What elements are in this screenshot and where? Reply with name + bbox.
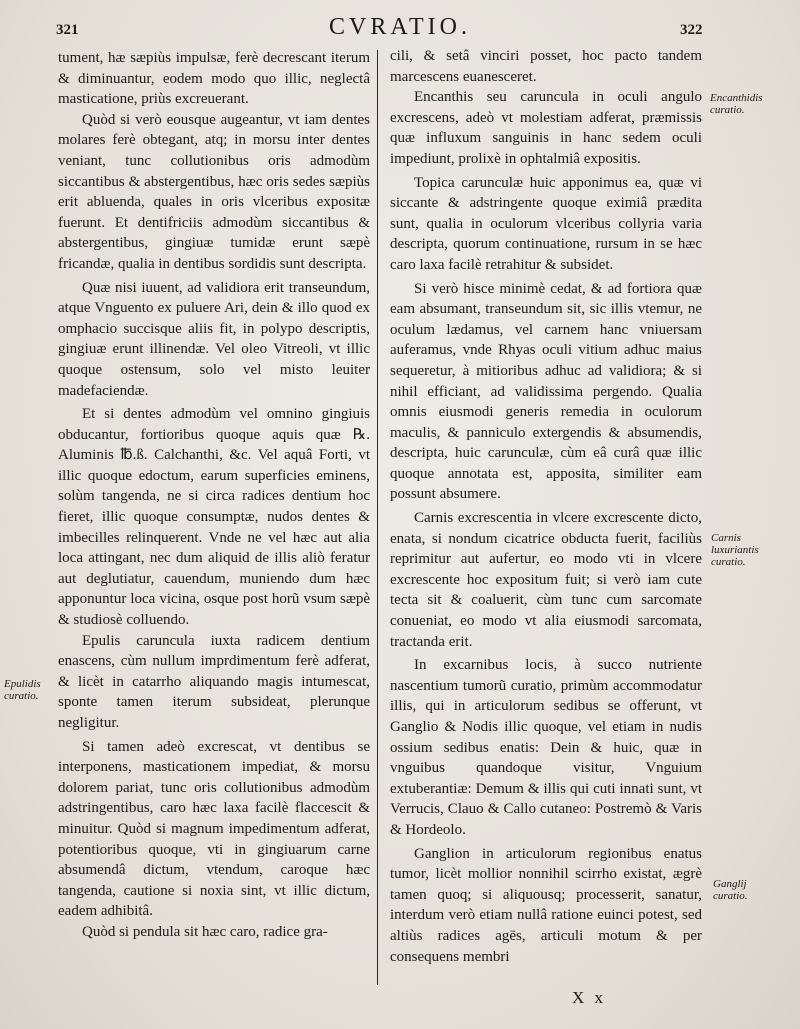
column-rule [377,50,378,985]
paragraph: Epulis caruncula iuxta radicem dentium enascens, cùm nullum imprdimentum ferè adferat, & licèt in catarrho aliquando magis intumescat, sponte tamen iterum subsideat, plerunque negligitur. [58,632,370,731]
paragraph: Encanthis seu caruncula in oculi angulo excrescens, adeò vt molestiam adferat, præmissis quæ influxum sanguinis in hanc sedem oculi impediunt, prolixè in ophtalmiâ expositis. [390,89,702,167]
running-head: CVRATIO. [328,14,471,40]
signature-mark: X x [572,988,607,1007]
paragraph: Si verò hisce minimè cedat, & ad fortiora quæ eam absumant, transeundum sit, sic illis vtemur, ne oculum lædamus, vel carnem hanc vniuersam auferamus, vnde Rhyas oculi vitium adhuc maius sequeretur, à mitioribus adhuc ad validiora; & si nihil efficiant, ad validissima pergendo. Qualia omnis eiusmodi generis remedia in oculorum maculis, & panniculo extergendis & absumendis, descripta, huic carunculæ, cùm eâ curâ quæ illic quoque annotata est, apposita, similiter eam possunt absumere. [390,280,702,503]
left-column [58,48,370,943]
paragraph: tument, hæ sæpiùs impulsæ, ferè decrescant iterum & diminuantur, eodem modo quo illic, neglectâ masticatione, priùs excreuerant. [58,50,370,108]
page-number-right: 322 [680,22,703,38]
page-number-left: 321 [56,22,79,38]
paragraph: Topica carunculæ huic apponimus ea, quæ vi siccante & adstringente quoque eximiâ prædita sunt, qualia in oculorum vlceribus collyria varia descripta, quorum continuatione, rursum in se hæc caro laxa facilè retrahitur & subsidet. [390,174,702,273]
margin-note-encanthis: Encanthidis curatio. [710,92,763,116]
paragraph: Quæ nisi iuuent, ad validiora erit transeundum, atque Vnguento ex puluere Ari, dein & illo quod ex omphacio succisque aliis fit, in polypo descriptis, gingiuæ erunt illinendæ. Vel oleo Vitreoli, vt illic quoque ostensum, solo vel misto leuiter madefaciendæ. [58,279,370,399]
margin-note-carnis: Carnis luxuriantis curatio. [711,532,759,568]
paragraph: Et si dentes admodùm vel omnino gingiuis obducantur, fortioribus quoque aquis quæ ℞. Aluminis ℔.ß. Calchanthi, &c. Vel aquâ Forti, vt illic quoque edoctum, earum superficies eminens, solùm tangenda, ne si circa radices dentium hoc fieret, illic quoque consumptæ, nudos dentes & imbecilles relinquerent. Vnde ne vel hæc aut alia loca attingant, nec dum aliquid de illis aliò feratur aut deglutiatur, cauendum, muniendo dum hæc apponuntur loca vicina, osque post horũ vsum sæpè & studiosè colluendo. [58,406,370,629]
paragraph: Si tamen adeò excrescat, vt dentibus se interponens, masticationem impediat, & morsu dolorem pariat, tunc oris collutionibus admodùm adstringentibus, caro hæc laxa facilè flaccescit & minuitur. Quòd si magnum impedimentum adferat, potentioribus quoque, vti in gingiuarum carne absumendâ dictum, vtendum, caroque hæc tangenda, cautione si noxia sint, vt illic dictum, eadem adhibitâ. [58,738,370,920]
right-column [390,46,702,967]
paragraph: Quòd si verò eousque augeantur, vt iam dentes molares ferè obtegant, atq; in morsu inter dentes veniant, tunc collutionibus oris admodùm siccantibus & abstergentibus, hæc oris sedes sæpiùs erit abluenda, quales in oris vlceribus expositæ fuerunt. Et dentifriciis admodùm siccantibus & abstergentibus, gingiuæ tumidæ erunt sæpè fricandæ, qualia in dentibus sordidis sunt descripta. [58,111,370,272]
margin-note-epulis: Epulidis curatio. [4,678,41,702]
paragraph: cili, & setâ vinciri posset, hoc pacto tandem marcescens euanesceret. [390,48,702,85]
paragraph: Carnis excrescentia in vlcere excrescente dicto, enata, si nondum cicatrice obducta fuerit, faciliùs reprimitur aut aufertur, eo modo vti in vlcere excrescente hoc expositum fuit; si verò iam cute tecta sit & coaluerit, cùm tunc cum sarcomate conueniat, eo modo vt alia eiusmodi sarcomata, tractanda erit. [390,510,702,650]
paragraph: Quòd si pendula sit hæc caro, radice gra- [82,923,328,940]
margin-note-ganglion: Ganglij curatio. [713,878,748,902]
paragraph: In excarnibus locis, à succo nutriente nascentium tumorũ curatio, primùm accommodatur illis, qui in articulorum sedibus se offerunt, vt Ganglio & Nodis illic quoque, vel etiam in nudis ossium sedibus enatis: Dein & huic, quæ in vnguibus quandoque visitur, Vnguium extuberantiæ: Demum & illis qui cuti innati sunt, vt Verrucis, Clauo & Callo cutaneo: Postremò & Varis & Hordeolo. [390,657,702,838]
paragraph: Ganglion in articulorum regionibus enatus tumor, licèt mollior nonnihil scirrho existat, ægrè tamen quoq; si aliquousq; processerit, sanatur, interdum verò etiam nullâ ratione euinci potest, sed altiùs radices agēs, articuli motum & per consequens membri [390,845,702,965]
